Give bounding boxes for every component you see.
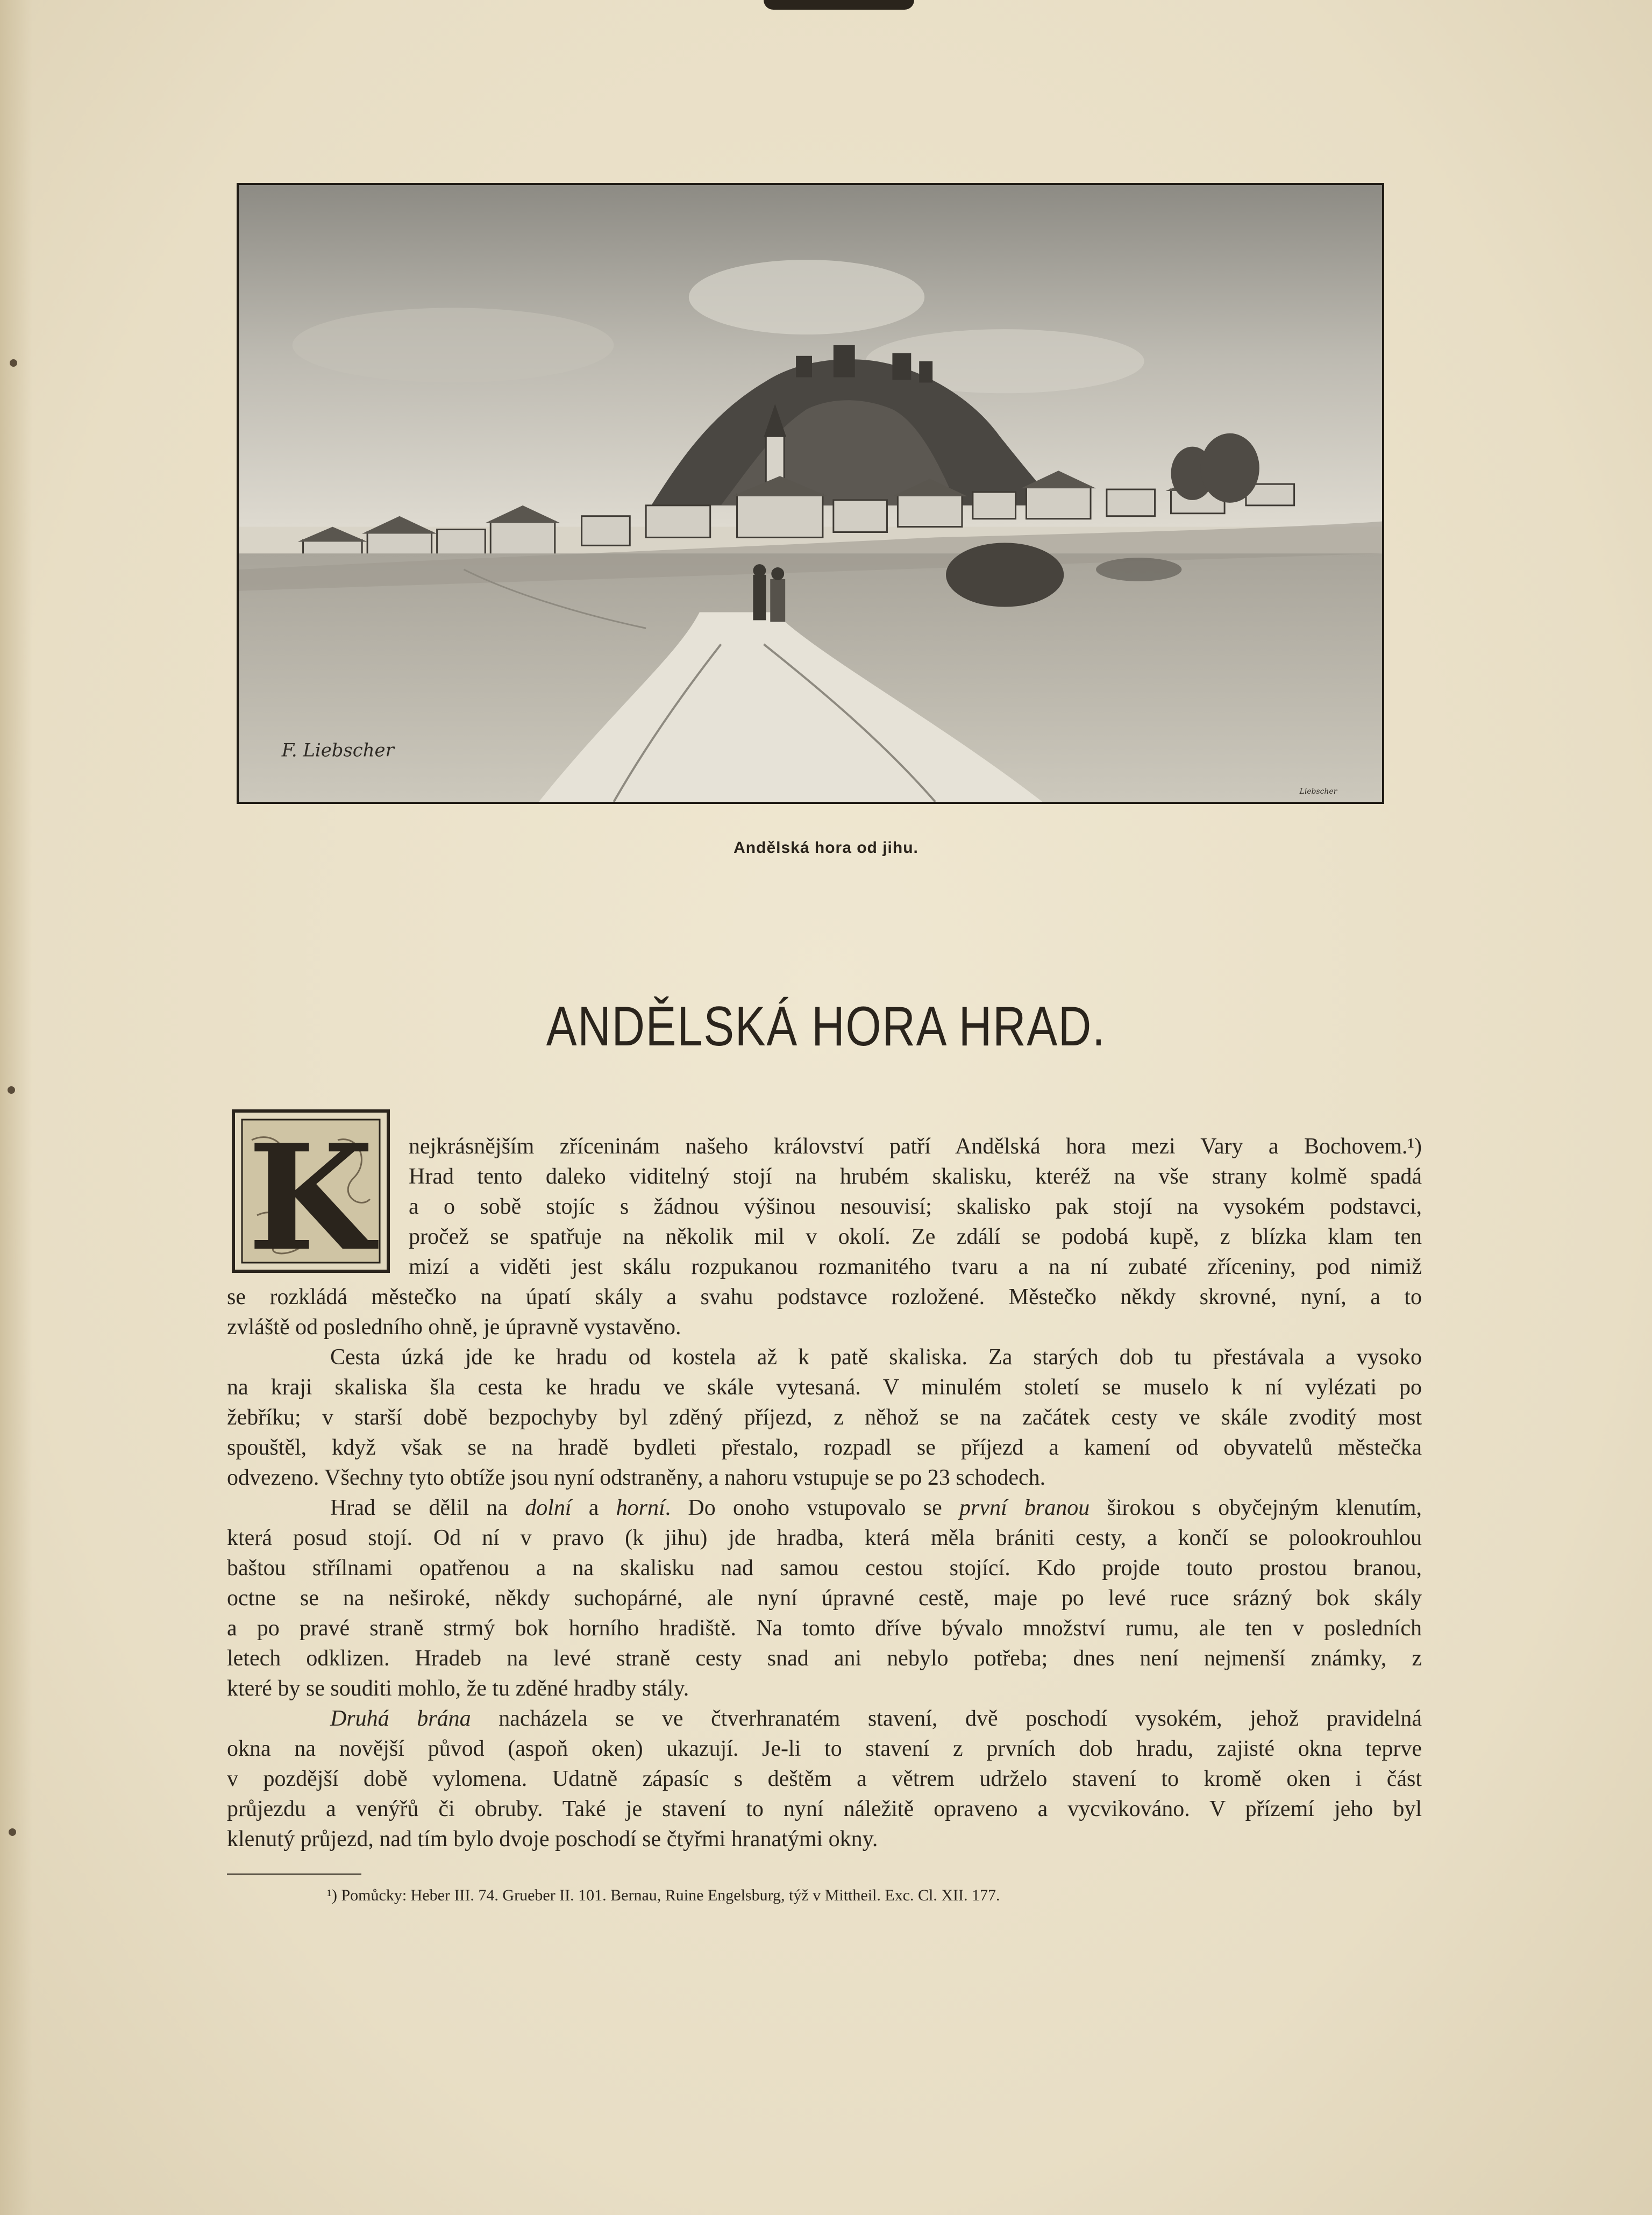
text-line: [227, 1704, 1422, 1734]
text-line: průjezdu a venýřů či obruby. Také je stavení to nyní náležitě opraveno a vycvikováno. V přízemí jeho byl: [227, 1797, 1422, 1821]
binding-mark: [10, 359, 17, 367]
text-run: širokou s obyčejným klenutím,: [1090, 1495, 1422, 1520]
text-line: letech odklizen. Hradeb na levé straně cesty snad ani nebylo potřeba; dnes není nejmenší známky, z: [227, 1646, 1422, 1671]
text-line: nejkrásnějším zříceninám našeho království patří Andělská hora mezi Vary a Bochovem.¹): [409, 1134, 1422, 1159]
text-run: . Do onoho vstupovalo se: [665, 1495, 959, 1520]
text-line: okna na novější původ (aspoň oken) ukazují. Je-li to stavení z prvních dob hradu, zajisté okna teprve: [227, 1736, 1422, 1761]
text-run: Hrad se dělil na: [330, 1495, 525, 1520]
engraver-mark: Liebscher: [1299, 787, 1337, 796]
text-line: která posud stojí. Od ní v pravo (k jihu) jde hradba, která měla brániti cesty, a končí se polookrouhlou: [227, 1526, 1422, 1550]
page-top-tear: [764, 0, 914, 10]
text-line: které by se souditi mohlo, že tu zděné hradby stály.: [227, 1676, 689, 1701]
page-title: ANDĚLSKÁ HORA HRAD.: [546, 995, 1106, 1058]
footnote-rule: [227, 1874, 361, 1875]
italic-term: Druhá brána: [330, 1706, 471, 1731]
text-line: mizí a viděti jest skálu rozpukanou rozmanitého tvaru a na ní zubaté zříceniny, pod nimiž: [409, 1255, 1422, 1279]
castle-illustration: [237, 183, 1384, 804]
footnote: ¹) Pomůcky: Heber III. 74. Grueber II. 101. Bernau, Ruine Engelsburg, týž v Mittheil. Exc. Cl. XII. 177.: [327, 1886, 1000, 1904]
text-line: Cesta úzká jde ke hradu od kostela až k patě skaliska. Za starých dob tu přestávala a vysoko: [330, 1345, 1422, 1370]
landscape-drawing: [239, 185, 1382, 802]
text-line: baštou střílnami opatřenou a na skalisku nad samou cestou stojící. Kdo projde touto prostou branou,: [227, 1556, 1422, 1580]
text-line: octne se na neširoké, někdy suchopárné, ale nyní úpravné cestě, maje po levé ruce srázný bok skály: [227, 1586, 1422, 1611]
text-line: se rozkládá městečko na úpatí skály a svahu podstavce rozložené. Městečko někdy skrovné, nyní, a to: [227, 1285, 1422, 1309]
text-line: pročež se spatřuje na několik mil v okolí. Ze zdálí se podobá kupě, z blízka klam ten: [409, 1224, 1422, 1249]
binding-mark: [8, 1086, 15, 1094]
text-line: na kraji skaliska šla cesta ke hradu ve skále vytesaná. V minulém století se muselo k ní vylézati po: [227, 1375, 1422, 1400]
text-line: odvezeno. Všechny tyto obtíže jsou nyní odstraněny, a nahoru vstupuje se po 23 schodech.: [227, 1465, 1046, 1490]
text-line: klenutý průjezd, nad tím bylo dvoje poschodí se čtyřmi hranatými okny.: [227, 1827, 878, 1851]
text-line: v pozdější době vylomena. Udatně zápasíc s deštěm a větrem udrželo stavení to kromě oken i část: [227, 1767, 1422, 1791]
italic-term: horní: [616, 1495, 665, 1520]
text-run: nacházela se ve čtverhranatém stavení, dvě poschodí vysokém, jehož pravidelná: [471, 1706, 1422, 1731]
text-line: spouštěl, když však se na hradě bydleti přestalo, rozpadl se příjezd a kamení od obyvatelů městečka: [227, 1435, 1422, 1460]
text-line: [227, 1493, 1422, 1523]
italic-term: první branou: [959, 1495, 1090, 1520]
initial-letter: K: [247, 1112, 374, 1274]
artist-signature: F. Liebscher: [281, 739, 394, 761]
text-line: a o sobě stojíc s žádnou výšinou nesouvisí; skalisko pak stojí na vysokém podstavci,: [409, 1194, 1422, 1219]
text-line: Hrad tento daleko viditelný stojí na hrubém skalisku, kteréž na vše strany kolmě spadá: [409, 1164, 1422, 1189]
italic-term: dolní: [525, 1495, 572, 1520]
text-line: žebříku; v starší době bezpochyby byl zděný příjezd, z něhož se na začátek cesty ve skále zvoditý most: [227, 1405, 1422, 1430]
text-run: a: [571, 1495, 616, 1520]
binding-mark: [9, 1828, 16, 1836]
illustration-caption: Andělská hora od jihu.: [734, 839, 918, 857]
page-binding-edge: [0, 0, 32, 2215]
text-line: a po pravé straně strmý bok horního hradiště. Na tomto dříve bývalo množství rumu, ale ten v posledních: [227, 1616, 1422, 1641]
text-line: zvláště od posledního ohně, je úpravně vystavěno.: [227, 1315, 681, 1340]
ornamental-initial: [230, 1108, 391, 1274]
